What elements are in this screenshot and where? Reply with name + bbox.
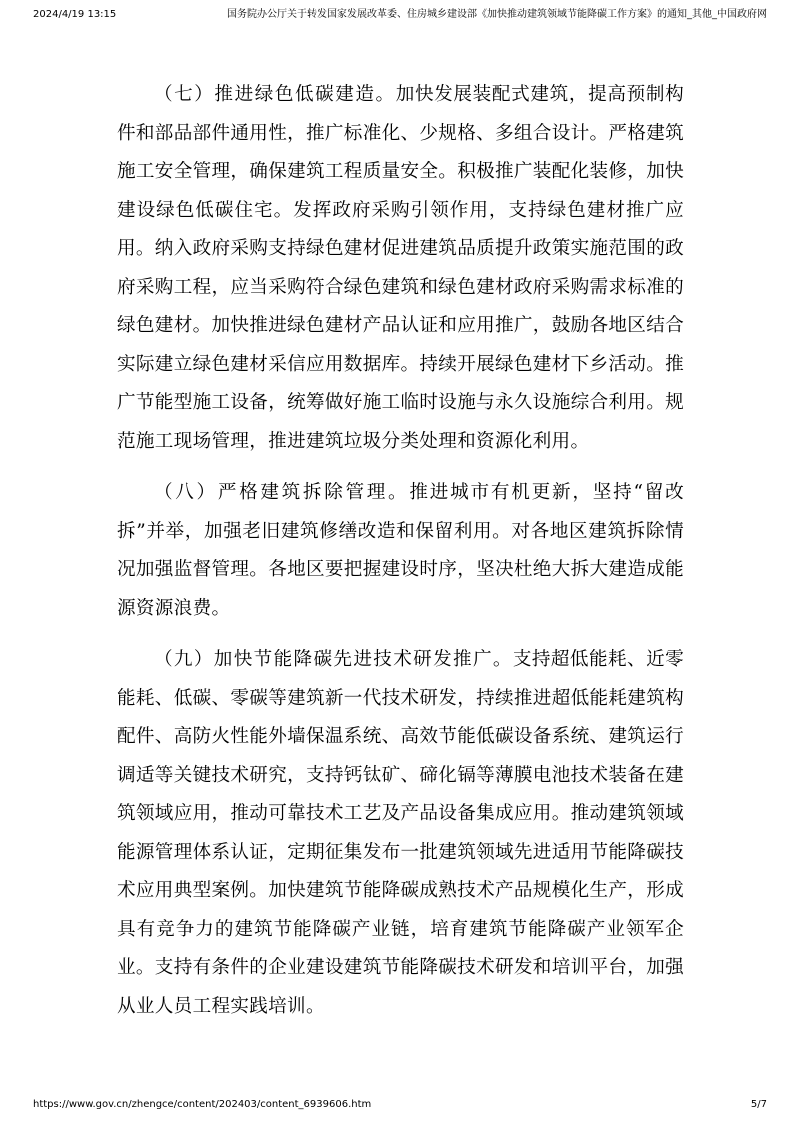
paragraph-7 <box>117 76 684 461</box>
page-number: 5/7 <box>750 1099 767 1110</box>
paragraph-9-heading: （九）加快节能降碳先进技术研发推广。 <box>154 649 513 670</box>
paragraph-8-heading: （八）严格建筑拆除管理。 <box>154 482 410 503</box>
print-page-title: 国务院办公厅关于转发国家发展改革委、住房城乡建设部《加快推动建筑领域节能降碳工作方案》的通知_其他_中国政府网 <box>227 9 767 20</box>
paragraph-8-text: 推进城市有机更新，坚持“留改拆”并举，加强老旧建筑修缮改造和保留利用。对各地区建筑拆除情况加强监督管理。各地区要把握建设时序，坚决杜绝大拆大建造成能源资源浪费。 <box>117 482 684 619</box>
paragraph-7-text: 加快发展装配式建筑，提高预制构件和部品部件通用性，推广标准化、少规格、多组合设计。严格建筑施工安全管理，确保建筑工程质量安全。积极推广装配化装修，加快建设绿色低碳住宅。发挥政府采购引领作用，支持绿色建材推广应用。纳入政府采购支持绿色建材促进建筑品质提升政策实施范围的政府采购工程，应当采购符合绿色建筑和绿色建材政府采购需求标准的绿色建材。加快推进绿色建材产品认证和应用推广，鼓励各地区结合实际建立绿色建材采信应用数据库。持续开展绿色建材下乡活动。推广节能型施工设备，统筹做好施工临时设施与永久设施综合利用。规范施工现场管理，推进建筑垃圾分类处理和资源化利用。 <box>117 84 684 452</box>
print-datetime: 2024/4/19 13:15 <box>33 9 117 20</box>
paragraph-9 <box>117 641 684 1026</box>
paragraph-8 <box>117 474 684 628</box>
print-footer <box>33 1097 767 1113</box>
print-url: https://www.gov.cn/zhengce/content/202403/content_6939606.htm <box>33 1099 372 1110</box>
paragraph-7-heading: （七）推进绿色低碳建造。 <box>154 84 396 105</box>
paragraph-9-text: 支持超低能耗、近零能耗、低碳、零碳等建筑新一代技术研发，持续推进超低能耗建筑构配件、高防火性能外墙保温系统、高效节能低碳设备系统、建筑运行调适等关键技术研究，支持钙钛矿、碲化镉等薄膜电池技术装备在建筑领域应用，推动可靠技术工艺及产品设备集成应用。推动建筑领域能源管理体系认证，定期征集发布一批建筑领域先进适用节能降碳技术应用典型案例。加快建筑节能降碳成熟技术产品规模化生产，形成具有竞争力的建筑节能降碳产业链，培育建筑节能降碳产业领军企业。支持有条件的企业建设建筑节能降碳技术研发和培训平台，加强从业人员工程实践培训。 <box>117 649 684 1017</box>
document-body <box>117 76 684 1039</box>
print-header <box>33 7 767 23</box>
